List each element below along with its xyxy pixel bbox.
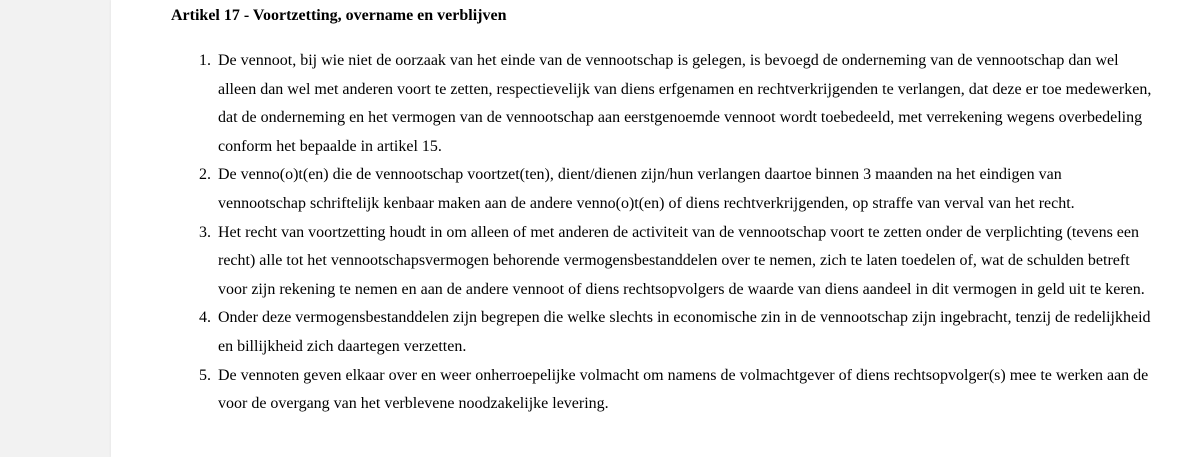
list-item <box>199 219 1153 305</box>
list-item <box>199 47 1153 161</box>
list-item-text: De vennoot, bij wie niet de oorzaak van het einde van de vennootschap is gelegen, is bevoegd de onderneming van de vennootschap dan wel alleen dan wel met anderen voort te zetten, respectievelijk van diens erfgenamen en rechtverkrijgenden te verlangen, dat deze er toe medewerken, dat de onderneming en het vermogen van de vennootschap aan eerstgenoemde vennoot wordt toebedeeld, met verrekening wegens overbedeling conform het bepaalde in artikel 15. <box>218 52 1152 155</box>
list-item-text: Onder deze vermogensbestanddelen zijn begrepen die welke slechts in economische zin in de vennootschap zijn ingebracht, tenzij de redelijkheid en billijkheid zich daartegen verzetten. <box>218 309 1151 355</box>
list-item-number: 5. <box>199 366 211 384</box>
list-item-number: 2. <box>199 166 211 184</box>
list-item-number: 3. <box>199 223 211 241</box>
article-list <box>199 47 1153 419</box>
list-item <box>199 304 1153 361</box>
list-item-text: De vennoten geven elkaar over en weer onherroepelijke volmacht om namens de volmachtgever of diens rechtsopvolger(s) mee te werken aan de voor de overgang van het verblevene noodzakelijke levering. <box>218 366 1149 413</box>
list-item-number: 4. <box>199 309 211 327</box>
list-item <box>199 161 1153 218</box>
list-item <box>199 362 1153 419</box>
list-item-text: De venno(o)t(en) die de vennootschap voortzet(ten), dient/dienen zijn/hun verlangen daartoe binnen 3 maanden na het eindigen van vennootschap schriftelijk kenbaar maken aan de andere venno(o)t(en) of diens rechtverkrijgenden, op straffe van verval van het recht. <box>218 166 1075 212</box>
document-page <box>111 0 1200 457</box>
list-item-number: 1. <box>199 52 211 69</box>
article-title: Artikel 17 - Voortzetting, overname en verblijven <box>171 7 507 24</box>
list-item-text: Het recht van voortzetting houdt in om alleen of met anderen de activiteit van de vennootschap voort te zetten onder de verplichting (tevens een recht) alle tot het vennootschapsvermogen behorende vermogensbestanddelen over te nemen, zich te laten toedelen of, wat de schulden betreft voor zijn rekening te nemen en aan de andere vennoot of diens rechtsopvolgers de waarde van diens aandeel in dit vermogen in geld uit te keren. <box>218 223 1145 298</box>
left-gutter <box>0 0 111 457</box>
